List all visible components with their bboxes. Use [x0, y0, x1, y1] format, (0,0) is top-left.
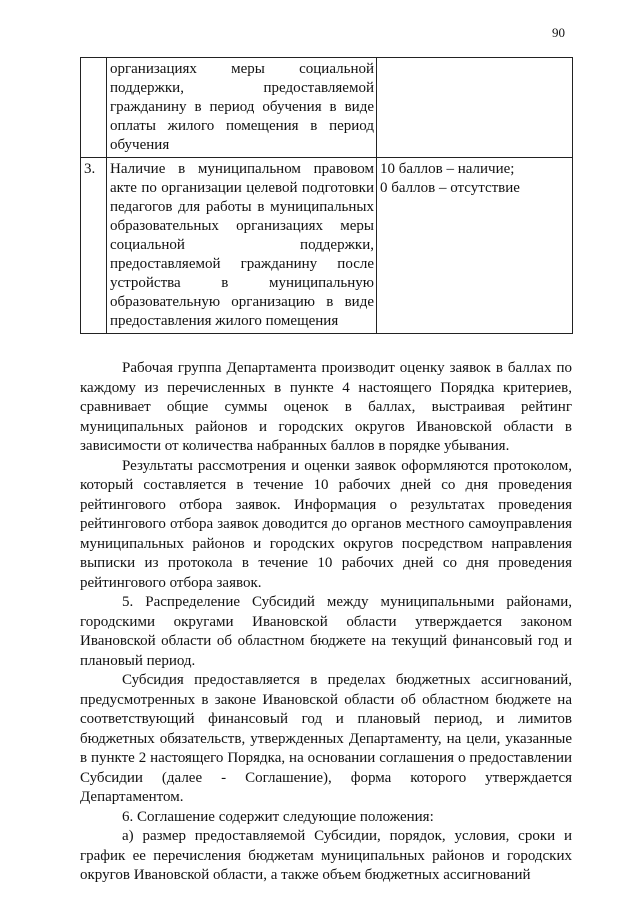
paragraph-rating: Рабочая группа Департамента производит оценку заявок в баллах по каждому из перечисленных в пункте 4 настоящего Порядка критериев, сравнивает общие суммы оценок в баллах, выстраивая рейтинг муниципальных районов и городских округов Ивановской области в зависимости от количества набранных баллов в порядке убывания. [80, 360, 572, 454]
score-cell [377, 158, 573, 334]
paragraph-protocol: Результаты рассмотрения и оценки заявок оформляются протоколом, который составляется в течение 10 рабочих дней со дня проведения рейтингового отбора заявок. Информация о результатах проведения рейтингового отбора заявок доводится до органов местного самоуправления муниципальных районов и городских округов посредством направления выписки из протокола в течение 10 рабочих дней со дня проведения рейтингового отбора заявок. [80, 457, 572, 591]
table-row [81, 58, 573, 158]
row-number-cell: 3. [81, 158, 107, 334]
table-row [81, 158, 573, 334]
paragraph-agreement-heading: 6. Соглашение содержит следующие положения: [122, 808, 434, 825]
row-number-cell [81, 58, 107, 158]
criterion-description-cell: организациях меры социальной поддержки, предоставляемой гражданину в период обучения в виде оплаты жилого помещения в период обучения [107, 58, 377, 158]
score-line-absence: 0 баллов – отсутствие [380, 180, 520, 196]
criterion-description-cell: Наличие в муниципальном правовом акте по организации целевой подготовки педагогов для работы в муниципальных образовательных организациях меры социальной поддержки, предоставляемой гражданину после устройства в муниципальную образовательную организацию в виде предоставления жилого помещения [107, 158, 377, 334]
body-text [80, 359, 572, 886]
paragraph-subsidy-limits: Субсидия предоставляется в пределах бюджетных ассигнований, предусмотренных в законе Ивановской области об областном бюджете на соответствующий финансовый год и плановый период, и лимитов бюджетных обязательств, утвержденных Департаменту, на цели, указанные в пункте 2 настоящего Порядка, на основании соглашения о предоставлении Субсидии (далее - Соглашение), форма которого утверждается Департаментом. [80, 672, 572, 805]
score-cell [377, 58, 573, 158]
paragraph-agreement-item-a: а) размер предоставляемой Субсидии, порядок, условия, сроки и график ее перечисления бюджетам муниципальных районов и городских округов Ивановской области, а также объем бюджетных ассигнований [80, 828, 572, 883]
score-line-presence: 10 баллов – наличие; [380, 161, 515, 177]
paragraph-distribution: 5. Распределение Субсидий между муниципальными районами, городскими округами Ивановской области утверждается законом Ивановской области об областном бюджете на текущий финансовый год и плановый период. [80, 594, 572, 669]
page-number: 90 [552, 25, 565, 40]
criteria-table [80, 57, 573, 334]
